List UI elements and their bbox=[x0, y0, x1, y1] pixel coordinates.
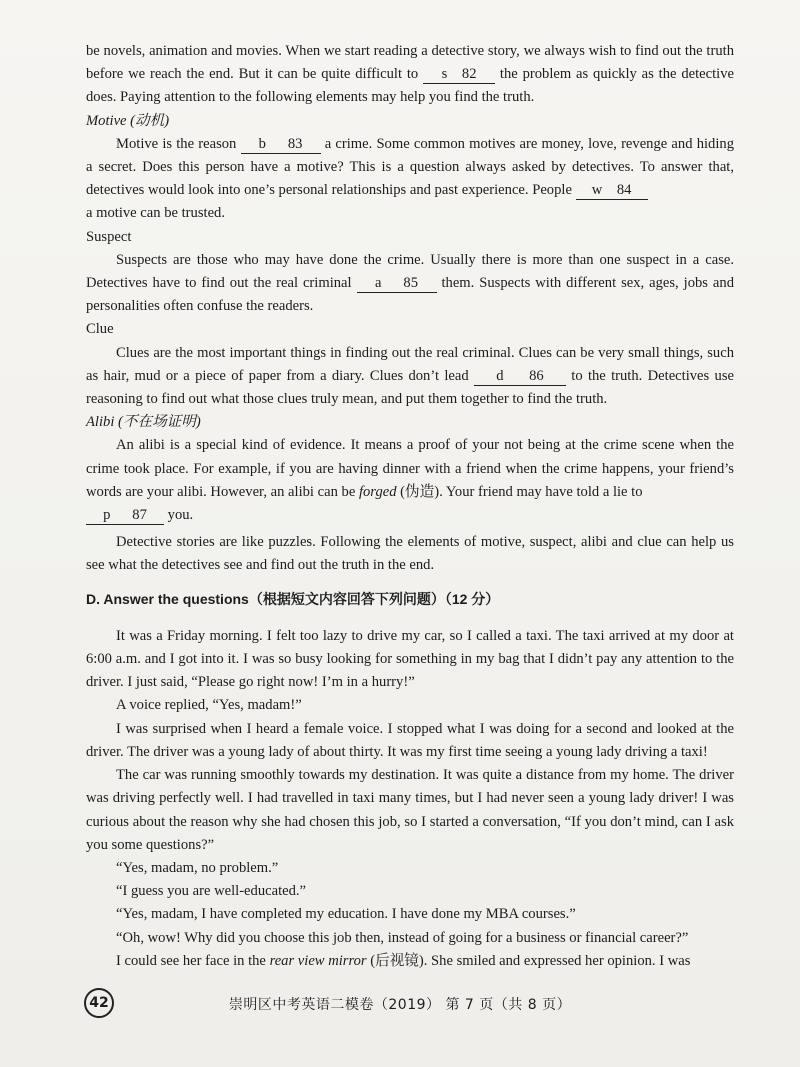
text: you. bbox=[164, 507, 194, 524]
heading-alibi: Alibi (不在场证明) bbox=[86, 414, 201, 431]
blank-number: 87 bbox=[132, 507, 147, 524]
blank-letter: s bbox=[441, 66, 448, 83]
text-forged: forged bbox=[358, 483, 397, 500]
blank-87[interactable] bbox=[86, 506, 164, 525]
text: Motive is the reason bbox=[116, 135, 241, 152]
text: I could see her face in the bbox=[116, 952, 270, 969]
blank-83[interactable] bbox=[241, 135, 321, 154]
story-paragraph: “I guess you are well-educated.” bbox=[116, 883, 307, 900]
blank-letter: a bbox=[375, 275, 382, 292]
heading-clue: Clue bbox=[86, 321, 114, 338]
blank-84[interactable] bbox=[576, 181, 648, 200]
section-d-heading: D. Answer the questions（根据短文内容回答下列问题）（12 分） bbox=[86, 590, 500, 607]
text: to the truth. Detectives use reasoning to find out what those clues truly mean, and put them together to find the truth. bbox=[86, 367, 734, 408]
story-paragraph: The car was running smoothly towards my destination. It was quite a distance from my home. The driver was driving perfectly well. I had travelled in taxi many times, but I had never seen a young lady driver! I was curious about the reason why she had chosen this job, so I started a conversation, “If you don’t mind, can I ask you some questions?” bbox=[86, 767, 734, 853]
motive-paragraph bbox=[86, 133, 734, 226]
text: Clues are the most important things in finding out the real criminal. Clues can be very small things, such as hair, mud or a piece of paper from a diary. Clues don’t lead bbox=[86, 344, 734, 384]
blank-86[interactable] bbox=[474, 367, 566, 386]
blank-letter: p bbox=[103, 507, 111, 524]
blank-number: 86 bbox=[529, 367, 544, 384]
blank-letter: b bbox=[258, 135, 266, 152]
blank-number: 84 bbox=[616, 182, 632, 199]
intro-paragraph bbox=[86, 40, 734, 110]
passage bbox=[86, 40, 734, 973]
story-paragraph: “Yes, madam, no problem.” bbox=[116, 859, 279, 876]
story-paragraph: I was surprised when I heard a female voice. I stopped what I was doing for a second and looked at the driver. The driver was a young lady of about thirty. It was my first time seeing a young lady driving a taxi! bbox=[86, 720, 734, 760]
text: them. Suspects with different sex, ages, jobs and personalities often confuse the readers. bbox=[86, 275, 734, 315]
text: a motive can be trusted. bbox=[86, 205, 225, 222]
text: the problem as quickly as the detective does. Paying attention to the following elements may help you find the truth. bbox=[86, 66, 734, 106]
blank-number: 85 bbox=[403, 275, 419, 292]
suspect-paragraph bbox=[86, 249, 734, 319]
clue-paragraph bbox=[86, 342, 734, 412]
text: Suspects are those who may have done the crime. Usually there is more than one suspect in a case. Detectives have to find out the real criminal bbox=[86, 251, 734, 292]
story-paragraph: “Yes, madam, I have completed my education. I have done my MBA courses.” bbox=[116, 906, 576, 923]
alibi-paragraph bbox=[86, 434, 734, 527]
footer-text: 崇明区中考英语二模卷（2019） 第 7 页（共 8 页） bbox=[228, 997, 572, 1013]
story-paragraph: A voice replied, “Yes, madam!” bbox=[116, 697, 302, 714]
blank-letter: d bbox=[496, 367, 504, 384]
conclusion-paragraph: Detective stories are like puzzles. Following the elements of motive, suspect, alibi and clue can help us see what the detectives see and find out the truth in the end. bbox=[86, 534, 734, 574]
text: (后视镜). She smiled and expressed her opinion. I was bbox=[366, 952, 691, 969]
story-paragraph: “Oh, wow! Why did you choose this job then, instead of going for a business or financial career?” bbox=[116, 929, 689, 946]
blank-82[interactable] bbox=[423, 65, 495, 84]
page-footer bbox=[0, 990, 800, 1020]
text: An alibi is a special kind of evidence. It means a proof of your not being at the crime scene when the crime took place. For example, if you are having dinner with a friend when the crime happens, your friend’s words are your alibi. However, an alibi can be bbox=[86, 437, 734, 500]
text: a crime. Some common motives are money, love, revenge and hiding a secret. Does this person have a motive? This is a question always asked by detectives. To answer that, detectives would look into one’s personal relationships and past experience. People bbox=[86, 135, 734, 199]
heading-suspect: Suspect bbox=[86, 228, 132, 245]
story-paragraph bbox=[86, 950, 734, 973]
blank-number: 82 bbox=[461, 66, 477, 83]
text: be novels, animation and movies. When we start reading a detective story, we always wish to find out the truth before we reach the end. But it can be quite difficult to bbox=[86, 43, 734, 83]
blank-number: 83 bbox=[287, 135, 303, 152]
blank-85[interactable] bbox=[357, 274, 437, 293]
heading-motive: Motive (动机) bbox=[86, 112, 170, 129]
blank-letter: w bbox=[591, 182, 603, 199]
text: (伪造). Your friend may have told a lie to bbox=[396, 483, 643, 500]
text-rear-view-mirror: rear view mirror bbox=[269, 952, 367, 969]
story-paragraph: It was a Friday morning. I felt too lazy to drive my car, so I called a taxi. The taxi arrived at my door at 6:00 a.m. and I got into it. I was so busy looking for something in my bag that I didn’t pay any attention to the driver. I just said, “Please go right now! I’m in a hurry!” bbox=[86, 627, 734, 691]
page-number-circle: 42 bbox=[84, 988, 114, 1018]
